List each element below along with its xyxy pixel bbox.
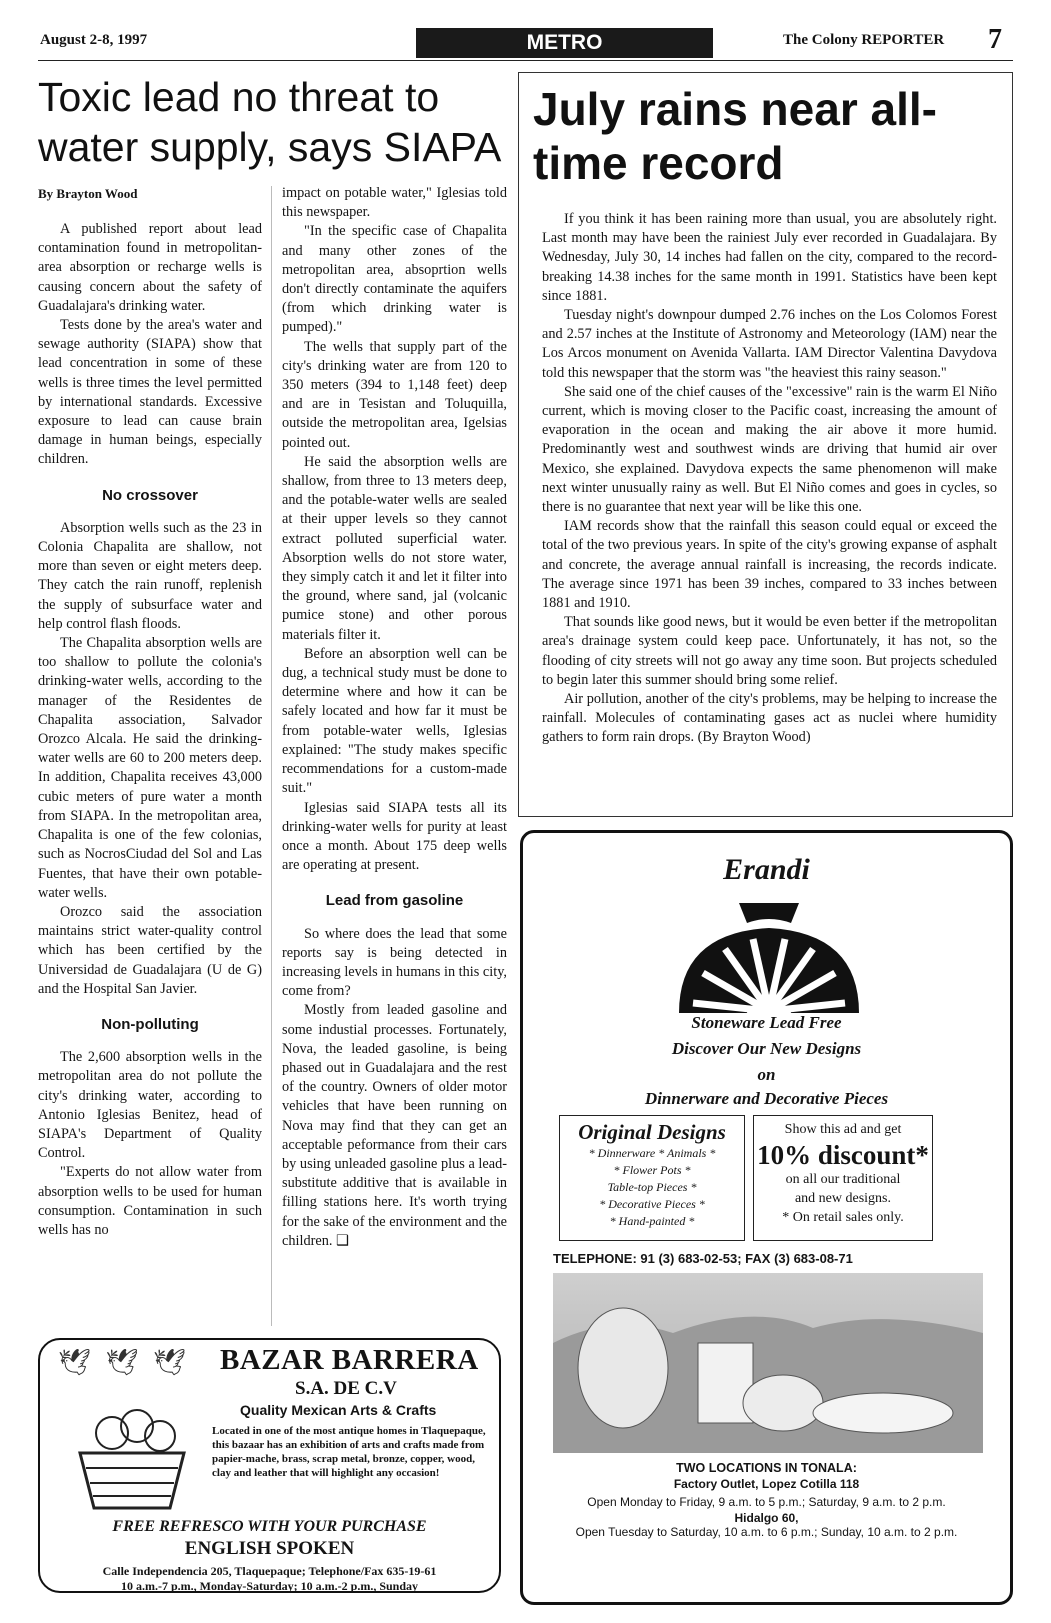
- paragraph: The wells that supply part of the city's drinking water are from 120 to 350 meters (394 to 1,148 feet) deep and are in Tesistan and Toluquilla, outside the metropolitan area, Igelsias pointed out.: [282, 338, 507, 451]
- erandi-discover-line: Discover Our New Designs: [671, 1039, 862, 1058]
- header-rule: [38, 60, 1013, 61]
- paragraph: The 2,600 absorption wells in the metropolitan area do not pollute the city's drinking water, according to Antonio Iglesias Benitez, head of SIAPA's Department of Quality Control.: [38, 1049, 262, 1162]
- erandi-phone: TELEPHONE: 91 (3) 683-02-53; FAX (3) 683-08-71: [553, 1251, 853, 1266]
- paragraph: Orozco said the association maintains strict water-quality control which has been certified by the Universidad de Guadalajara (U de G) and the Hospital San Javier.: [38, 903, 262, 997]
- paragraph: That sounds like good news, but it would be even better if the metropolitan area's drainage system could keep pace. Unfortunately, it has not, so the flooding of city streets will not go away any time soon. But projects scheduled to begin later this summer should bring some relief.: [542, 614, 997, 688]
- location-2-hours: Open Tuesday to Saturday, 10 a.m. to 6 p.m.; Sunday, 10 a.m. to 2 p.m.: [575, 1525, 958, 1539]
- rains-headline: July rains near all-time record: [533, 83, 937, 189]
- paragraph: "Experts do not allow water from absorption wells to be used for human consumption. Contamination in such wells has no: [38, 1164, 262, 1238]
- paragraph: He said the absorption wells are shallow, from three to 13 meters deep, and the potable-water wells are sealed at their upper levels so they cannot extract polluted superficial water. Absorption wells do not store water, they simply catch it and let it filter into the ground, where sand, jal (volcanic pumice stone) and other porous materials filter it.: [282, 453, 507, 643]
- paragraph: Mostly from leaded gasoline and some industial processes. Fortunately, Nova, the leaded gasoline, is being phased out in Guadalajara and the rest of the country. Owners of older motor vehicles that have been running on Nova may find that they can get an acceptable peformance from their cars by using unleaded gasoline plus a lead-substitute additive that is available in filling stations here. It's worth trying for the sake of the environment and the children. ❑: [282, 1002, 507, 1249]
- original-designs-box: [559, 1115, 745, 1241]
- pottery-illustration-icon: [553, 1273, 983, 1453]
- discount-text: and new designs.: [794, 1191, 892, 1206]
- bazar-hours: 10 a.m.-7 p.m., Monday-Saturday; 10 a.m.-2 p.m., Sunday: [120, 1579, 419, 1593]
- bazar-company-type: S.A. DE C.V: [295, 1378, 397, 1399]
- product-item: * Hand-painted *: [609, 1214, 695, 1228]
- paragraph: Absorption wells such as the 23 in Colonia Chapalita are shallow, not more than seven or eight meters deep. They catch the rain runoff, replenish the supply of subsurface water and help control flash floods.: [38, 519, 262, 632]
- paragraph: "In the specific case of Chapalita and many other zones of the metropolitan area, absoprtion wells don't directly contaminate the aquifers (from which drinking water is pumped).": [282, 223, 507, 336]
- discount-text: on all our traditional: [785, 1172, 901, 1187]
- locations-title: TWO LOCATIONS IN TONALA:: [676, 1461, 857, 1475]
- bazar-free-offer: FREE REFRESCO WITH YOUR PURCHASE: [112, 1518, 427, 1535]
- product-item: * Decorative Pieces *: [599, 1197, 705, 1211]
- discount-box: [753, 1115, 933, 1241]
- bazar-name: BAZAR BARRERA: [220, 1344, 479, 1376]
- location-1: Factory Outlet, Lopez Cotilla 118: [673, 1477, 860, 1491]
- bazar-tagline: Quality Mexican Arts & Crafts: [240, 1402, 437, 1418]
- bazar-english-spoken: ENGLISH SPOKEN: [184, 1538, 355, 1559]
- lead-column-1: [38, 220, 262, 1325]
- erandi-dinnerware-line: Dinnerware and Decorative Pieces: [644, 1089, 889, 1108]
- stoneware-photo: [553, 1273, 983, 1453]
- section-banner: METRO: [416, 28, 713, 58]
- discount-amount: 10% discount*: [757, 1140, 929, 1170]
- issue-date: August 2-8, 1997: [40, 32, 148, 48]
- subhead-non-polluting: Non-polluting: [101, 1015, 199, 1033]
- lead-column-2: [282, 184, 507, 1329]
- paragraph: Air pollution, another of the city's problems, may be helping to increase the rainfall. Molecules of contaminating gases act as nuclei where humidity gathers to form rain drops. (By Brayton Wood): [542, 691, 997, 746]
- erandi-on-line: on: [757, 1065, 776, 1084]
- paragraph: IAM records show that the rainfall this season could equal or exceed the total of the two previous years. In spite of the city's growing expanse of asphalt and concrete, the average annual rainfall is increasing, the records indicate. The average since 1971 has been 39 inches, compared to 33 inches between 1881 and 1910.: [542, 518, 997, 612]
- original-designs-title: Original Designs: [578, 1120, 726, 1144]
- lead-headline: Toxic lead no threat to water supply, says SIAPA: [38, 74, 502, 170]
- product-item: * Flower Pots *: [613, 1163, 691, 1177]
- page-header: [38, 24, 1013, 58]
- column-divider: [271, 186, 272, 1326]
- erandi-advertisement: [520, 830, 1013, 1605]
- bazar-address: [40, 1564, 499, 1594]
- paragraph: If you think it has been raining more than usual, you are absolutely right. Last month may have been the rainiest July ever recorded in Guadalajara. By Wednesday, July 30, 14 inches had fallen on the city, compared to the record-breaking 14.38 inches for the same month in 1991. Statistics have been kept since 1881.: [542, 211, 997, 304]
- paragraph: impact on potable water," Iglesias told this newspaper.: [282, 185, 507, 221]
- discount-note: * On retail sales only.: [782, 1210, 904, 1225]
- bazar-barrera-advertisement: [38, 1338, 501, 1593]
- paragraph: So where does the lead that some reports say is being detected in increasing levels in humans in this city, come from?: [282, 925, 507, 1000]
- lead-byline: By Brayton Wood: [38, 186, 138, 201]
- birds-icon: 🕊 🕊 🕊: [58, 1348, 191, 1377]
- subhead-lead-from-gasoline: Lead from gasoline: [325, 892, 464, 910]
- location-1-hours: Open Monday to Friday, 9 a.m. to 5 p.m.; Saturday, 9 a.m. to 2 p.m.: [587, 1495, 946, 1509]
- paragraph: She said one of the chief causes of the "excessive" rain is the warm El Niño current, which is moving closer to the Pacific coast, increasing the amount of evaporation in the ocean and making the air above it more humid. Predominantly west and southwest winds are driving that humid air over Mexico, she explained. Davydova expects the same phenomenon will make next winter unusually rainy as well. But El Niño comes and goes in cycles, so there is no guarantee that next year will be like this one.: [542, 383, 997, 516]
- paragraph: Iglesias said SIAPA tests all its drinking-water wells for purity at least once a month. About 175 deep wells are operating at present.: [282, 799, 507, 874]
- paragraph: Tuesday night's downpour dumped 2.76 inches on the Los Colomos Forest and 2.57 inches at the Institute of Astronomy and Meteorology (IAM) near the Los Arcos monument on Avenida Vallarta. IAM Director Valentina Davydova told this newspaper that the storm was "the heaviest this rainy season.": [542, 307, 997, 381]
- page-number: 7: [988, 24, 1002, 55]
- erandi-logo: Erandi: [723, 853, 810, 886]
- rains-body: [542, 210, 997, 810]
- paragraph: The Chapalita absorption wells are too shallow to pollute the colonia's drinking-water wells, according to the manager of the Residentes de Chapalita association, Salvador Orozco Alcala. He said the drinking-water wells are 60 to 200 meters deep. In addition, Chapalita receives 43,000 cubic meters of pure water a month from SIAPA. In the metropolitan area, Chapalita is one of the few colonias, such as NocrosCiudad del Sol and Las Fuentes, that have their own potable-water wells.: [38, 635, 262, 901]
- fruit-basket-icon: [62, 1398, 202, 1516]
- discount-intro: Show this ad and get: [784, 1122, 902, 1137]
- subhead-no-crossover: No crossover: [102, 486, 198, 504]
- paragraph: Tests done by the area's water and sewage authority (SIAPA) show that lead concentration in some of these wells is three times the level permitted by international standards. Excessive exposure to lead can cause brain damage in human beings, especially children.: [38, 317, 262, 468]
- product-item: * Dinnerware * Animals *: [588, 1146, 716, 1160]
- location-2: Hidalgo 60,: [734, 1511, 799, 1525]
- product-item: Table-top Pieces *: [607, 1180, 697, 1194]
- erandi-stoneware-line: Stoneware Lead Free: [691, 1013, 842, 1032]
- newspaper-name: The Colony REPORTER: [783, 32, 945, 48]
- bazar-address-line: Calle Independencia 205, Tlaquepaque; Telephone/Fax 635-19-61: [102, 1564, 437, 1578]
- bazar-description: Located in one of the most antique homes in Tlaquepaque, this bazaar has an exhibition of arts and crafts made from papier-mache, brass, scrap metal, bronze, copper, wood, clay and leather that will highlight any occasion!: [212, 1425, 486, 1479]
- paragraph: Before an absorption well can be dug, a technical study must be done to determine where and how it can be safely located and how far it must be from potable-water wells, Iglesias explained: "The study makes specific recommendations for a custom-made suit.": [282, 645, 507, 797]
- paragraph: A published report about lead contamination found in metropolitan-area absorption or recharge wells is causing concern about the safety of Guadalajara's drinking water.: [38, 221, 262, 314]
